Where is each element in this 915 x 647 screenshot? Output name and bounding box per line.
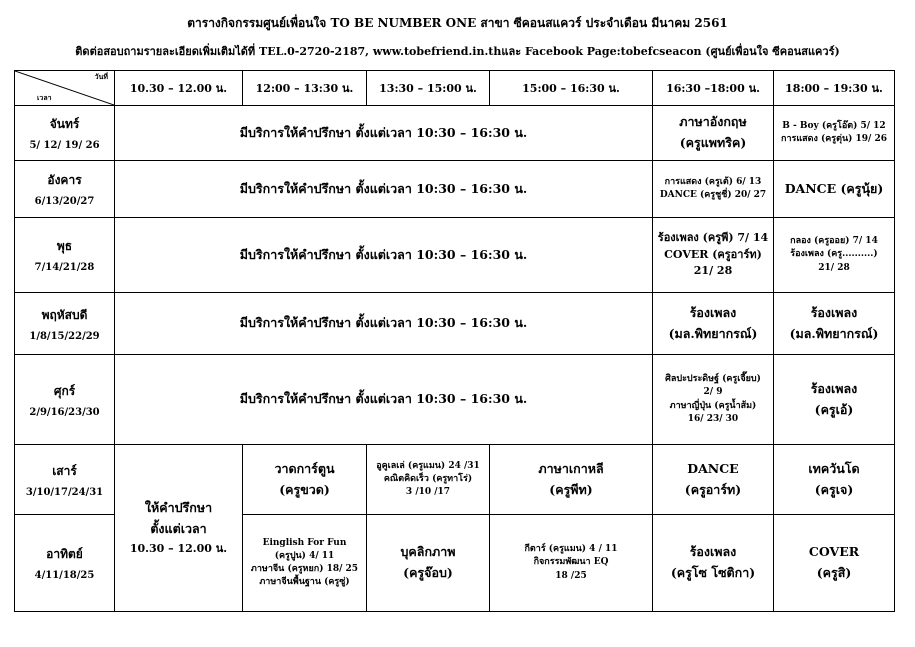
consult-line: ให้คำปรึกษา bbox=[144, 500, 213, 516]
activity-line: กีตาร์ (ครูแมน) 4 / 11 bbox=[524, 544, 618, 555]
activity-line: (มล.พิทยากรณ์) bbox=[668, 325, 758, 341]
activity-line: ศิลปะประดิษฐ์ (ครูเจี๊ยบ) bbox=[665, 374, 761, 385]
activity-line: (ครูจ๊อบ) bbox=[403, 565, 453, 580]
day-dates: 4/11/18/25 bbox=[34, 570, 95, 581]
activity-line: การแสดง (ครูเต้) 6/ 13 bbox=[664, 176, 762, 187]
activity-saturday-1330 bbox=[367, 445, 490, 515]
activity-sunday-1630 bbox=[653, 515, 774, 612]
activity-line: (ครูเอ้) bbox=[814, 401, 854, 417]
header-time-1330: 13:30 – 15:00 น. bbox=[367, 71, 490, 106]
activity-line: 16/ 23/ 30 bbox=[687, 413, 739, 424]
activity-wednesday-1630 bbox=[653, 218, 774, 293]
activity-line: (ครูสิ) bbox=[816, 565, 852, 580]
row-monday bbox=[15, 106, 895, 161]
consult-line: 10.30 – 12.00 น. bbox=[129, 541, 228, 555]
row-saturday bbox=[15, 445, 895, 515]
activity-line: ร้องเพลง (ครูพี) 7/ 14 bbox=[657, 231, 769, 245]
corner-time-label: เวลา bbox=[37, 93, 52, 102]
activity-line: ภาษาจีน (ครูหยก) 18/ 25 bbox=[250, 564, 359, 574]
activity-sunday-1800 bbox=[774, 515, 895, 612]
activity-sunday-1200 bbox=[243, 515, 367, 612]
day-cell-wednesday bbox=[15, 218, 115, 293]
header-time-1630: 16:30 –18:00 น. bbox=[653, 71, 774, 106]
row-tuesday bbox=[15, 161, 895, 218]
weekend-consult-cell bbox=[115, 445, 243, 612]
activity-line: การแสดง (ครูตุ่น) 19/ 26 bbox=[781, 134, 887, 144]
consult-cell-tuesday: มีบริการให้คำปรึกษา ตั้งแต่เวลา 10:30 – 16:30 น. bbox=[115, 161, 653, 218]
day-cell-sunday bbox=[15, 515, 115, 612]
day-name: ศุกร์ bbox=[53, 383, 76, 398]
day-cell-friday bbox=[15, 355, 115, 445]
activity-line: (ครูพีท) bbox=[549, 481, 593, 497]
activity-line: (ครูเจ) bbox=[814, 481, 854, 497]
activity-line: 21/ 28 bbox=[818, 262, 850, 273]
day-cell-tuesday bbox=[15, 161, 115, 218]
activity-line: DANCE bbox=[687, 460, 739, 476]
activity-saturday-1630 bbox=[653, 445, 774, 515]
activity-line: คณิตคิดเร็ว (ครูทาโร่) bbox=[383, 473, 473, 484]
day-name: อาทิตย์ bbox=[46, 547, 83, 561]
activity-line: DANCE (ครูชูชี่) 20/ 27 bbox=[659, 190, 767, 200]
activity-line: ภาษาอังกฤษ bbox=[679, 114, 747, 130]
day-dates: 6/13/20/27 bbox=[34, 196, 95, 207]
activity-monday-1800 bbox=[774, 106, 895, 161]
activity-sunday-1330 bbox=[367, 515, 490, 612]
corner-header-cell bbox=[15, 71, 115, 106]
activity-line: ภาษาญี่ปุ่น (ครูน้ำส้ม) bbox=[669, 400, 757, 411]
activity-line: ร้องเพลง bbox=[689, 544, 737, 560]
activity-line: กลอง (ครูออย) 7/ 14 bbox=[790, 236, 878, 247]
activity-line: (ครูปูน) 4/ 11 bbox=[274, 550, 335, 561]
header-time-1200: 12:00 – 13:30 น. bbox=[243, 71, 367, 106]
day-name: เสาร์ bbox=[52, 463, 77, 478]
row-friday bbox=[15, 355, 895, 445]
day-cell-monday bbox=[15, 106, 115, 161]
day-name: พุธ bbox=[56, 239, 73, 253]
header-row bbox=[15, 71, 895, 106]
schedule-table bbox=[14, 70, 895, 612]
activity-line: วาดการ์ตูน bbox=[274, 460, 335, 476]
activity-line: Einglish For Fun bbox=[262, 537, 347, 548]
activity-line: เทควันโด bbox=[808, 460, 860, 476]
activity-line: (ครูแพทริค) bbox=[679, 135, 747, 150]
header-time-1500: 15:00 – 16:30 น. bbox=[490, 71, 653, 106]
activity-line: กิจกรรมพัฒนา EQ bbox=[533, 557, 609, 568]
header-time-1030: 10.30 – 12.00 น. bbox=[115, 71, 243, 106]
activity-line: 21/ 28 bbox=[693, 264, 733, 278]
activity-tuesday-1630 bbox=[653, 161, 774, 218]
activity-line: 2/ 9 bbox=[703, 387, 723, 398]
activity-thursday-1630 bbox=[653, 293, 774, 355]
day-name: อังคาร bbox=[47, 173, 82, 187]
activity-line: B - Boy (ครูโอ๊ต) 5/ 12 bbox=[782, 120, 886, 131]
activity-line: (มล.พิทยากรณ์) bbox=[789, 325, 879, 341]
activity-sunday-1500 bbox=[490, 515, 653, 612]
row-thursday bbox=[15, 293, 895, 355]
day-cell-saturday bbox=[15, 445, 115, 515]
consult-cell-wednesday: มีบริการให้คำปรึกษา ตั้งแต่เวลา 10:30 – 16:30 น. bbox=[115, 218, 653, 293]
activity-saturday-1500 bbox=[490, 445, 653, 515]
activity-line: ร้องเพลง bbox=[689, 304, 737, 320]
consult-cell-monday: มีบริการให้คำปรึกษา ตั้งแต่เวลา 10:30 – 16:30 น. bbox=[115, 106, 653, 161]
activity-line: (ครูอาร์ท) bbox=[684, 481, 742, 497]
activity-line: (ครูขวด) bbox=[279, 481, 330, 497]
activity-line: (ครูโซ โซติกา) bbox=[670, 565, 756, 580]
activity-tuesday-1800 bbox=[774, 161, 895, 218]
day-dates: 2/9/16/23/30 bbox=[29, 406, 100, 418]
activity-friday-1630 bbox=[653, 355, 774, 445]
day-name: พฤหัสบดี bbox=[41, 307, 88, 322]
activity-saturday-1200 bbox=[243, 445, 367, 515]
contact-subtitle: ติดต่อสอบถามรายละเอียดเพิ่มเติมได้ที่ TEL.0-2720-2187, www.tobefriend.in.thและ Facebook Page:tobefcseacon (ศูนย์เพื่อนใจ ซีคอนสแควร์) bbox=[75, 45, 840, 58]
activity-saturday-1800 bbox=[774, 445, 895, 515]
page-title: ตารางกิจกรรมศูนย์เพื่อนใจ TO BE NUMBER ONE สาขา ซีคอนสแควร์ ประจำเดือน มีนาคม 2561 bbox=[187, 16, 728, 30]
header-time-1800: 18:00 – 19:30 น. bbox=[774, 71, 895, 106]
corner-date-label: วันที่ bbox=[94, 72, 108, 81]
day-dates: 3/10/17/24/31 bbox=[25, 486, 104, 498]
activity-line: ร้องเพลง (ครู..........) bbox=[790, 249, 878, 260]
activity-line: ภาษาเกาหลี bbox=[538, 460, 604, 476]
consult-cell-thursday: มีบริการให้คำปรึกษา ตั้งแต่เวลา 10:30 – 16:30 น. bbox=[115, 293, 653, 355]
day-dates: 1/8/15/22/29 bbox=[29, 330, 100, 342]
day-dates: 7/14/21/28 bbox=[34, 262, 95, 273]
activity-thursday-1800 bbox=[774, 293, 895, 355]
activity-line: ภาษาจีนพื้นฐาน (ครูซู่) bbox=[259, 577, 350, 588]
activity-line: COVER (ครูอาร์ท) bbox=[664, 247, 762, 261]
activity-line: ร้องเพลง bbox=[810, 304, 858, 320]
activity-line: DANCE (ครูนุ้ย) bbox=[784, 180, 884, 196]
activity-monday-1630 bbox=[653, 106, 774, 161]
day-dates: 5/ 12/ 19/ 26 bbox=[29, 140, 100, 151]
day-name: จันทร์ bbox=[49, 117, 80, 131]
consult-cell-friday: มีบริการให้คำปรึกษา ตั้งแต่เวลา 10:30 – 16:30 น. bbox=[115, 355, 653, 445]
activity-friday-1800 bbox=[774, 355, 895, 445]
consult-line: ตั้งแต่เวลา bbox=[150, 520, 207, 536]
activity-wednesday-1800 bbox=[774, 218, 895, 293]
activity-line: 3 /10 /17 bbox=[405, 487, 451, 498]
day-cell-thursday bbox=[15, 293, 115, 355]
activity-line: 18 /25 bbox=[555, 570, 587, 581]
activity-line: อูคูเลเล่ (ครูแมน) 24 /31 bbox=[376, 460, 480, 471]
activity-line: บุคลิกภาพ bbox=[400, 544, 456, 560]
activity-line: COVER bbox=[808, 544, 860, 560]
row-wednesday bbox=[15, 218, 895, 293]
activity-line: ร้องเพลง bbox=[810, 380, 858, 396]
